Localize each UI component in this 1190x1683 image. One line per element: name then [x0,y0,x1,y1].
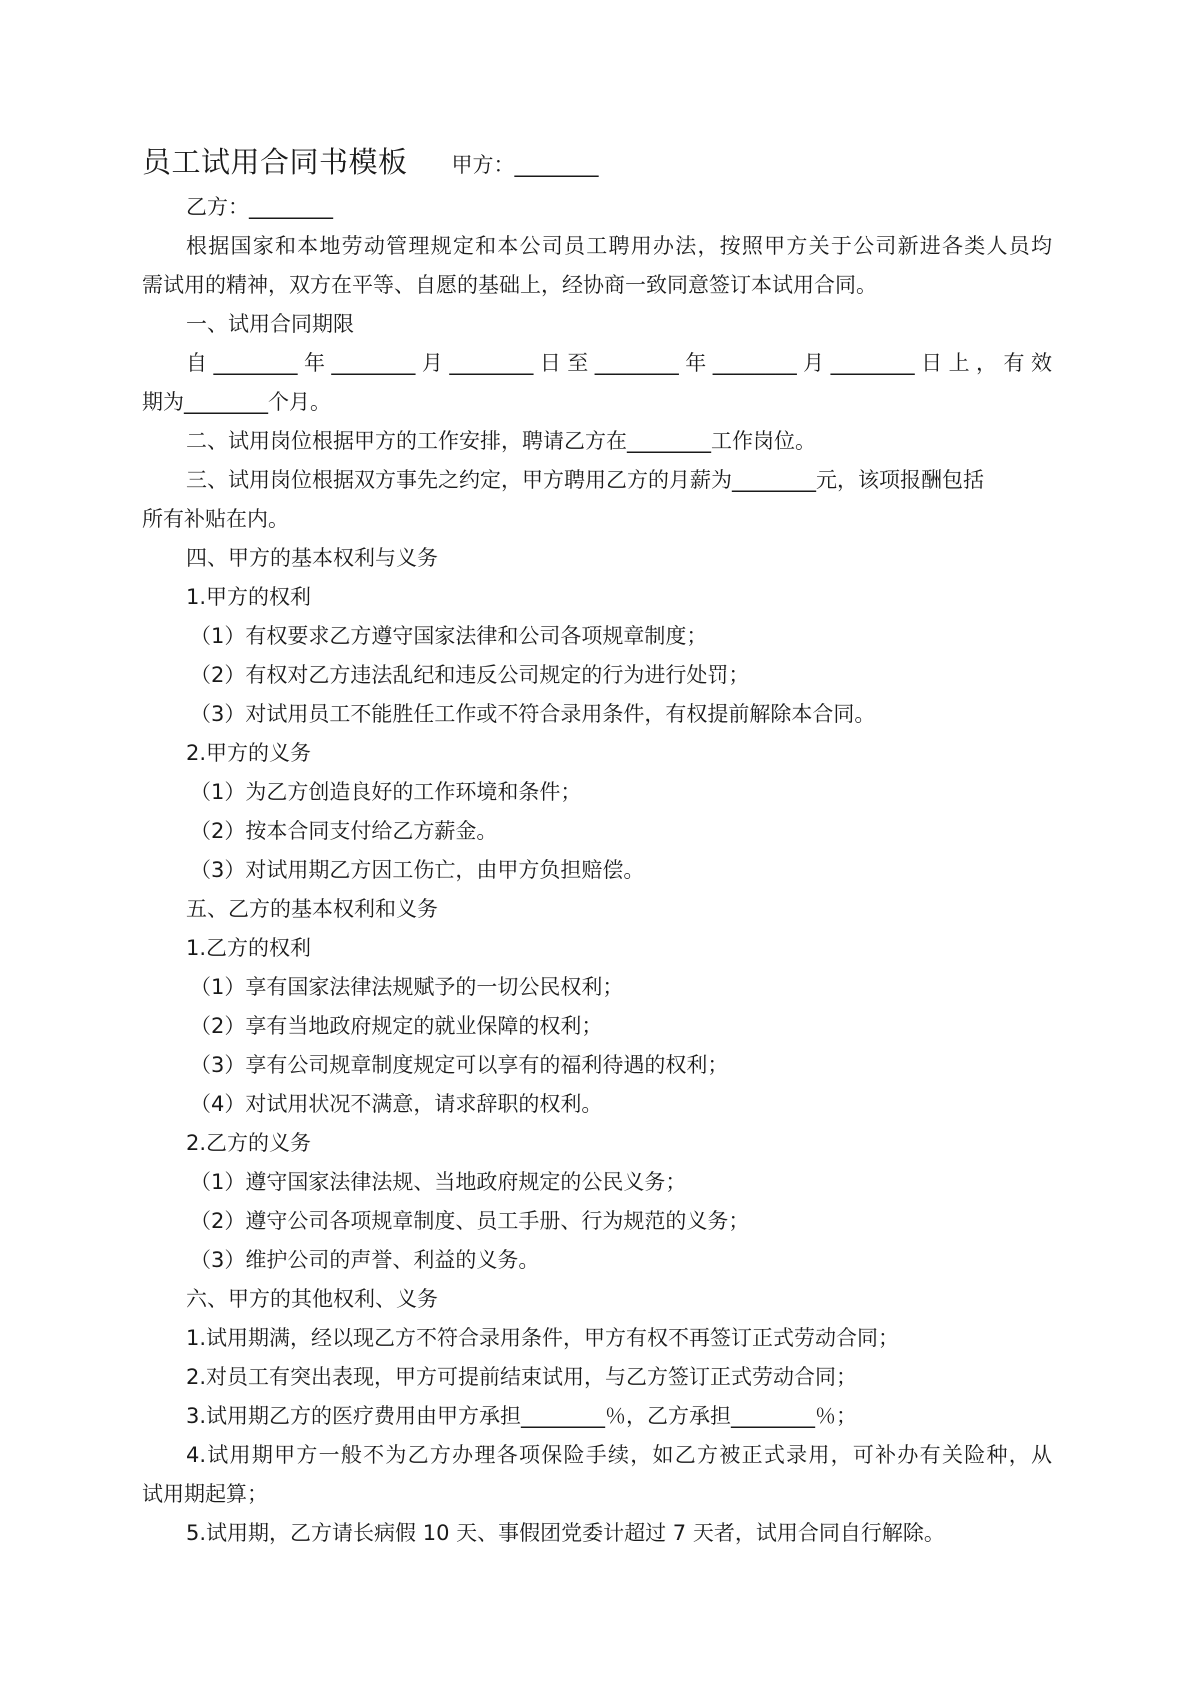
section-6-item-1: 1.试用期满，经以现乙方不符合录用条件，甲方有权不再签订正式劳动合同； [186,1326,900,1350]
section-5-right-2: （2）享有当地政府规定的就业保障的权利； [190,1014,603,1038]
section-1-line-2: 期为________个月。 [142,390,331,414]
section-6-item-4-line-2: 试用期起算； [142,1482,268,1506]
section-5-right-3: （3）享有公司规章制度规定可以享有的福利待遇的权利； [190,1053,729,1077]
section-4-right-2: （2）有权对乙方违法乱纪和违反公司规定的行为进行处罚； [190,663,750,687]
section-3-line-2: 所有补贴在内。 [142,507,289,531]
section-6-item-4-line-1: 4.试用期甲方一般不为乙方办理各项保险手续，如乙方被正式录用，可补办有关险种，从 [186,1443,1052,1467]
section-5-right-4: （4）对试用状况不满意，请求辞职的权利。 [190,1092,603,1116]
intro-line-2: 需试用的精神，双方在平等、自愿的基础上，经协商一致同意签订本试用合同。 [142,273,877,297]
party-a-line: 甲方：________ [451,153,599,177]
section-1-heading: 一、试用合同期限 [186,312,354,336]
section-2: 二、试用岗位根据甲方的工作安排，聘请乙方在________工作岗位。 [186,429,816,453]
section-6-item-2: 2.对员工有突出表现，甲方可提前结束试用，与乙方签订正式劳动合同； [186,1365,858,1389]
section-5-rights-heading: 1.乙方的权利 [186,936,312,960]
section-6-item-5: 5.试用期，乙方请长病假 10 天、事假团党委计超过 7 天者，试用合同自行解除。 [186,1521,945,1545]
section-5-duty-3: （3）维护公司的声誉、利益的义务。 [190,1248,540,1272]
section-4-heading: 四、甲方的基本权利与义务 [186,546,438,570]
party-b-line: 乙方：________ [186,195,333,219]
document-title: 员工试用合同书模板 [142,145,408,179]
section-5-right-1: （1）享有国家法律法规赋予的一切公民权利； [190,975,624,999]
section-1-line-1: 自________年________月________日至________年________月________日上，有效 [186,351,1052,375]
section-6-heading: 六、甲方的其他权利、义务 [186,1287,438,1311]
section-3-line-1: 三、试用岗位根据双方事先之约定，甲方聘用乙方的月薪为________元，该项报酬包括 [186,468,984,492]
intro-line-1: 根据国家和本地劳动管理规定和本公司员工聘用办法，按照甲方关于公司新进各类人员均 [186,234,1052,258]
title-row [142,140,1052,180]
section-4-duty-2: （2）按本合同支付给乙方薪金。 [190,819,498,843]
section-5-duties-heading: 2.乙方的义务 [186,1131,312,1155]
section-5-heading: 五、乙方的基本权利和义务 [186,897,438,921]
section-4-duties-heading: 2.甲方的义务 [186,741,312,765]
document-body [142,188,1052,1553]
section-5-duty-2: （2）遵守公司各项规章制度、员工手册、行为规范的义务； [190,1209,750,1233]
section-4-rights-heading: 1.甲方的权利 [186,585,312,609]
section-4-duty-3: （3）对试用期乙方因工伤亡，由甲方负担赔偿。 [190,858,645,882]
section-6-item-3: 3.试用期乙方的医疗费用由甲方承担________％，乙方承担________％； [186,1404,858,1428]
section-5-duty-1: （1）遵守国家法律法规、当地政府规定的公民义务； [190,1170,687,1194]
section-4-right-3: （3）对试用员工不能胜任工作或不符合录用条件，有权提前解除本合同。 [190,702,876,726]
section-4-right-1: （1）有权要求乙方遵守国家法律和公司各项规章制度； [190,624,708,648]
section-4-duty-1: （1）为乙方创造良好的工作环境和条件； [190,780,582,804]
